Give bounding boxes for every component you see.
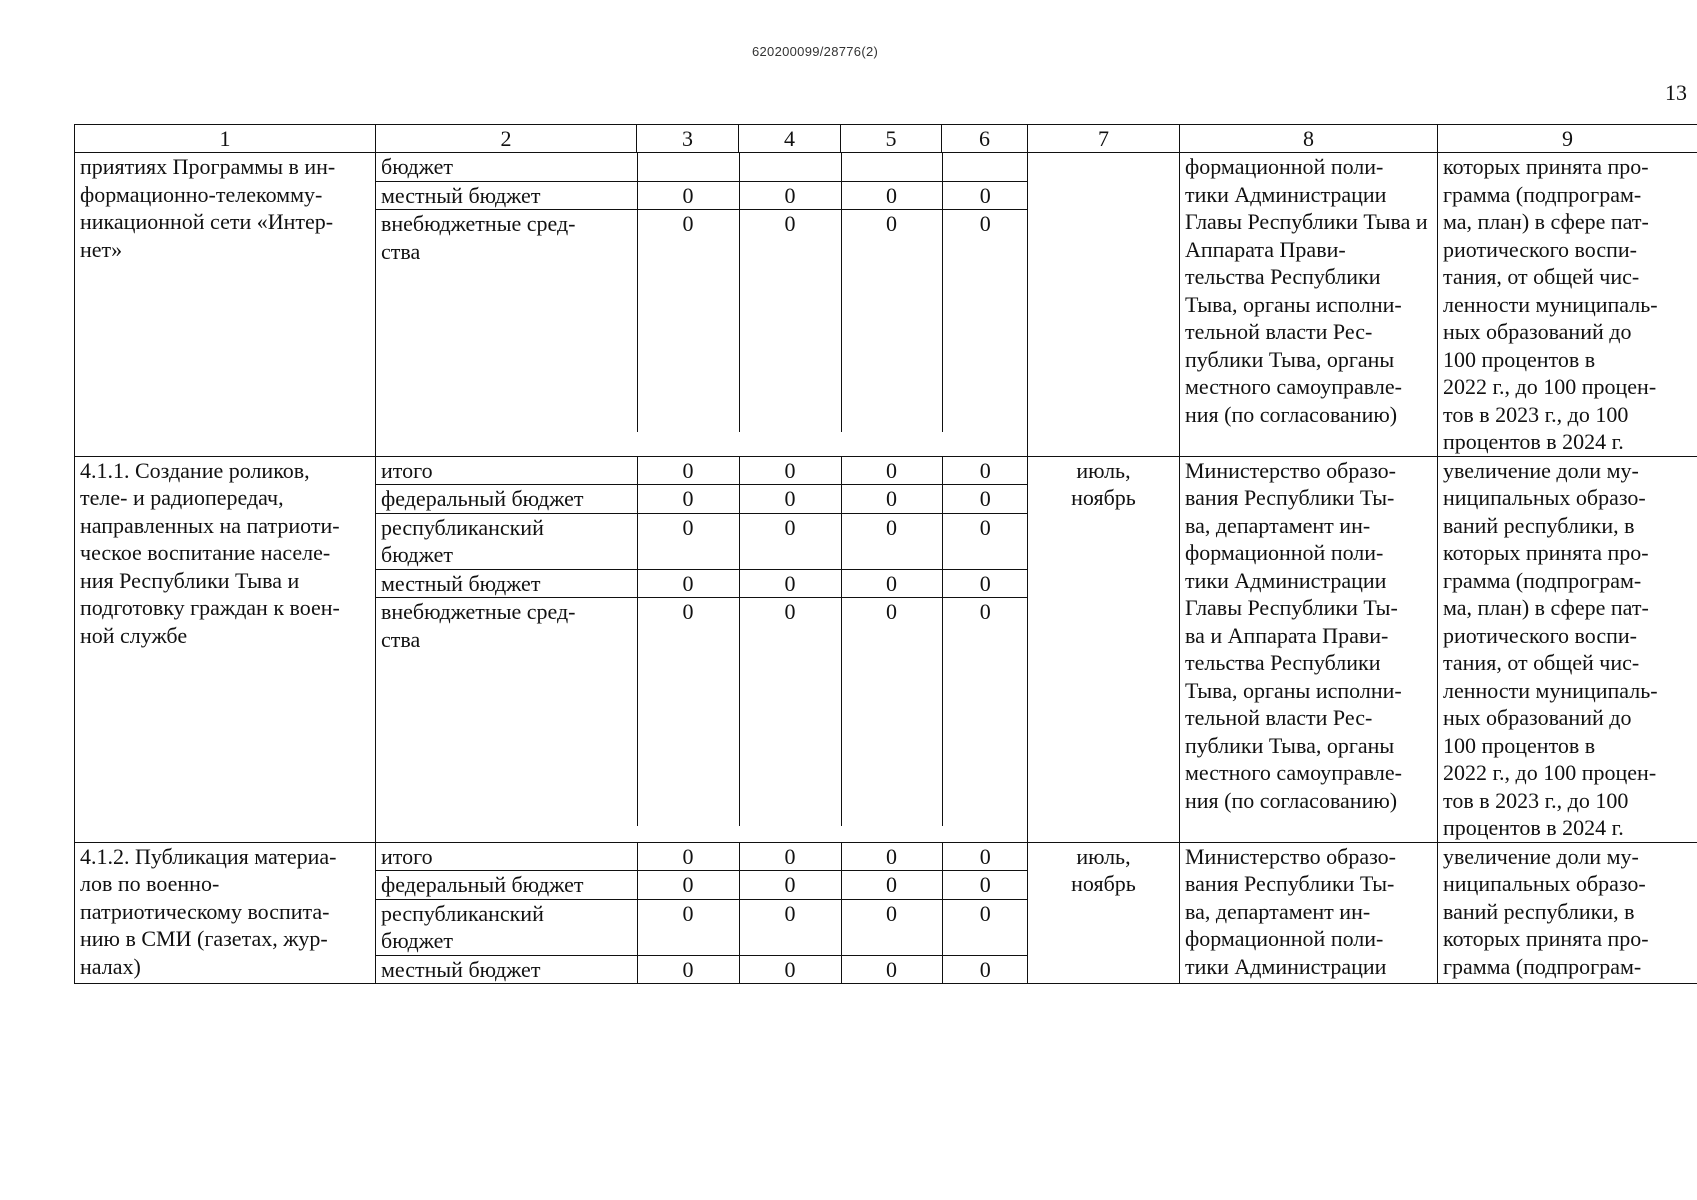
- funding-value: [637, 153, 739, 181]
- funding-value: 0: [841, 871, 942, 900]
- funding-value: 0: [739, 569, 841, 598]
- funding-value: 0: [739, 210, 841, 432]
- column-header: 7: [1028, 125, 1180, 153]
- funding-row: [376, 485, 1028, 514]
- activity-name: 4.1.2. Публикация материа- лов по военно- патриотическому воспита- нию в СМИ (газетах, жур- налах): [75, 842, 376, 984]
- funding-value: 0: [637, 569, 739, 598]
- funding-subtable: [376, 843, 1028, 984]
- funding-source: бюджет: [376, 153, 637, 181]
- funding-source: местный бюджет: [376, 181, 637, 210]
- funding-value: 0: [841, 457, 942, 485]
- funding-cell: [376, 153, 1028, 457]
- funding-source: федеральный бюджет: [376, 871, 637, 900]
- funding-value: 0: [637, 598, 739, 826]
- funding-source: итого: [376, 457, 637, 485]
- funding-value: 0: [841, 569, 942, 598]
- funding-value: 0: [637, 181, 739, 210]
- funding-value: 0: [942, 485, 1028, 514]
- funding-value: 0: [942, 843, 1028, 871]
- funding-cell: [376, 456, 1028, 842]
- funding-cell: [376, 842, 1028, 984]
- responsible-executors: формационной поли- тики Администрации Главы Республики Тыва и Аппарата Прави- тельства Республики Тыва, органы исполни- тельной власти Рес- публики Тыва, органы местного самоуправле- ния (по согласованию): [1180, 153, 1438, 457]
- funding-value: 0: [942, 513, 1028, 569]
- funding-source: местный бюджет: [376, 569, 637, 598]
- funding-source: внебюджетные сред- ства: [381, 599, 576, 652]
- funding-row: [376, 955, 1028, 983]
- table-row: [75, 456, 1697, 842]
- funding-value: 0: [739, 598, 841, 826]
- funding-value: 0: [739, 513, 841, 569]
- funding-value: 0: [942, 955, 1028, 983]
- funding-row: [376, 181, 1028, 210]
- funding-value: 0: [841, 181, 942, 210]
- funding-source: местный бюджет: [381, 956, 541, 982]
- funding-value: 0: [841, 843, 942, 871]
- funding-subtable: [376, 457, 1028, 826]
- funding-value: 0: [739, 485, 841, 514]
- activity-name: 4.1.1. Создание роликов, теле- и радиопередач, направленных на патриоти- ческое воспитание населе- ния Республики Тыва и подготовку граждан к воен- ной службе: [75, 456, 376, 842]
- funding-value: 0: [841, 485, 942, 514]
- funding-value: 0: [739, 955, 841, 983]
- funding-source: республиканский бюджет: [376, 513, 637, 569]
- funding-source: республиканский бюджет: [376, 899, 637, 955]
- funding-row: [376, 153, 1028, 181]
- funding-value: 0: [942, 598, 1028, 826]
- funding-row: [376, 598, 1028, 826]
- funding-value: 0: [841, 899, 942, 955]
- expected-results: увеличение доли му- ниципальных образо- ваний республики, в которых принята про- грамма (подпрограм- ма, план) в сфере пат- риотического воспи- тания, от общей чис- ленности муниципаль- ных образований до 100 процентов в 2022 г., до 100 процен- тов в 2023 г., до 100 процентов в 2024 г.: [1438, 456, 1697, 842]
- document-code: 620200099/28776(2): [752, 44, 879, 59]
- funding-value: 0: [739, 899, 841, 955]
- column-header: 2: [376, 125, 637, 153]
- funding-source: внебюджетные сред- ства: [381, 211, 576, 264]
- funding-value: 0: [637, 955, 739, 983]
- responsible-executors: Министерство образо- вания Республики Ты- ва, департамент ин- формационной поли- тики Администрации: [1180, 842, 1438, 984]
- table-row: [75, 842, 1697, 984]
- funding-value: 0: [942, 181, 1028, 210]
- deadline: июль, ноябрь: [1028, 842, 1180, 984]
- funding-row: [376, 899, 1028, 955]
- deadline: [1028, 153, 1180, 457]
- funding-value: [942, 153, 1028, 181]
- funding-row: [376, 513, 1028, 569]
- program-table: [74, 124, 1697, 984]
- funding-source: итого: [376, 843, 637, 871]
- table-row: [75, 153, 1697, 457]
- funding-value: 0: [942, 871, 1028, 900]
- funding-row: [376, 871, 1028, 900]
- column-header: 8: [1180, 125, 1438, 153]
- funding-subtable: [376, 153, 1028, 432]
- funding-value: 0: [637, 843, 739, 871]
- column-header: 6: [942, 125, 1028, 153]
- funding-value: 0: [739, 181, 841, 210]
- funding-value: 0: [739, 843, 841, 871]
- funding-row: [376, 569, 1028, 598]
- funding-value: 0: [942, 210, 1028, 432]
- funding-value: 0: [739, 871, 841, 900]
- funding-row: [376, 843, 1028, 871]
- column-header: 9: [1438, 125, 1697, 153]
- funding-value: 0: [637, 210, 739, 432]
- funding-value: [739, 153, 841, 181]
- funding-value: [841, 153, 942, 181]
- funding-value: 0: [942, 569, 1028, 598]
- expected-results: которых принята про- грамма (подпрограм- ма, план) в сфере пат- риотического воспи- тания, от общей чис- ленности муниципаль- ных образований до 100 процентов в 2022 г., до 100 процен- тов в 2023 г., до 100 процентов в 2024 г.: [1438, 153, 1697, 457]
- expected-results: увеличение доли му- ниципальных образо- ваний республики, в которых принята про- грамма (подпрограм-: [1438, 842, 1697, 984]
- funding-value: 0: [942, 899, 1028, 955]
- funding-value: 0: [637, 871, 739, 900]
- deadline: июль, ноябрь: [1028, 456, 1180, 842]
- responsible-executors: Министерство образо- вания Республики Ты- ва, департамент ин- формационной поли- тики Администрации Главы Республики Ты- ва и Аппарата Прави- тельства Республики Тыва, органы исполни- тельной власти Рес- публики Тыва, органы местного самоуправле- ния (по согласованию): [1180, 456, 1438, 842]
- funding-value: 0: [942, 457, 1028, 485]
- column-header: 4: [739, 125, 841, 153]
- funding-value: 0: [637, 457, 739, 485]
- funding-row: [376, 210, 1028, 432]
- funding-value: 0: [841, 513, 942, 569]
- funding-value: 0: [841, 210, 942, 432]
- funding-value: 0: [739, 457, 841, 485]
- funding-source: федеральный бюджет: [376, 485, 637, 514]
- column-header: 1: [75, 125, 376, 153]
- funding-value: 0: [637, 513, 739, 569]
- funding-value: 0: [841, 955, 942, 983]
- funding-value: 0: [841, 598, 942, 826]
- table-header-row: [75, 125, 1697, 153]
- activity-name: приятиях Программы в ин- формационно-телекомму- никационной сети «Интер- нет»: [75, 153, 376, 457]
- page-number: 13: [1665, 80, 1687, 105]
- funding-row: [376, 457, 1028, 485]
- funding-value: 0: [637, 899, 739, 955]
- column-header: 3: [637, 125, 739, 153]
- column-header: 5: [841, 125, 942, 153]
- funding-value: 0: [637, 485, 739, 514]
